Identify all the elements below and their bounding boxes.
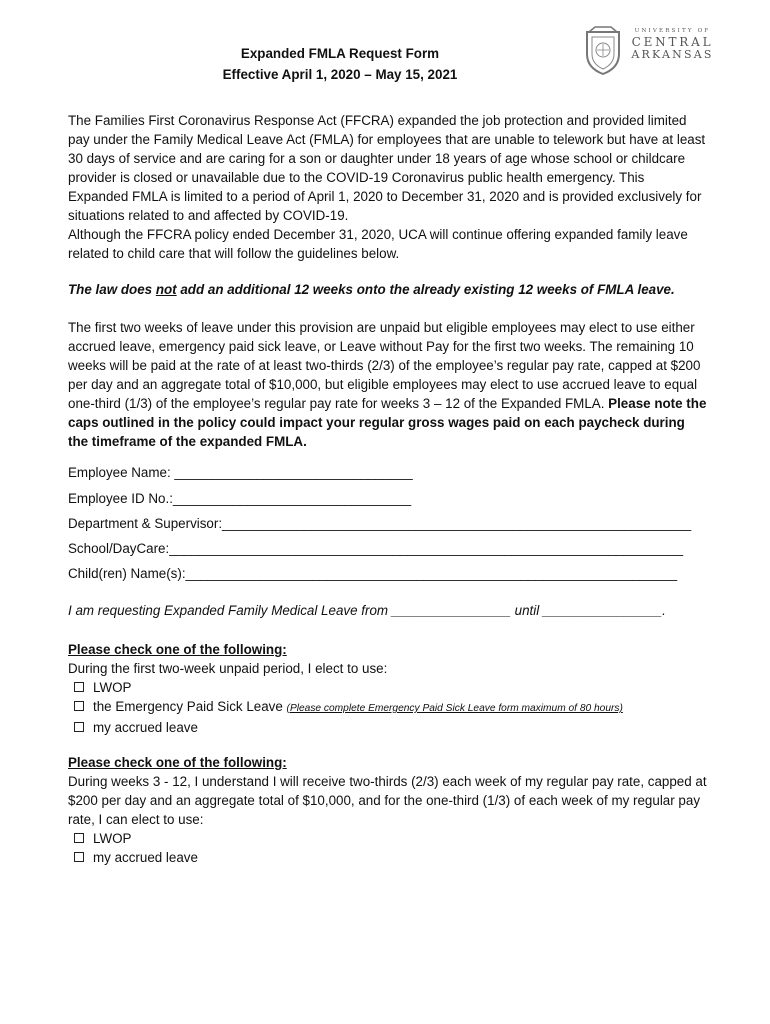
logo-wordmark <box>625 26 720 61</box>
intro-paragraph: The Families First Coronavirus Response Act (FFCRA) expanded the job protection and provided limited pay under the Family Medical Leave Act (FMLA) for employees that are unable to telework but have at least 30 days of service and are caring for a son or daughter under 18 years of age whose school or childcare provider is closed or unavailable due to the COVID-19 Coronavirus public health emergency. This Expanded FMLA is limited to a period of April 1, 2020 to December 31, 2020 and is provided exclusively for situations related to and affected by COVID-19. <box>68 113 706 223</box>
emergency-sick-leave-note: (Please complete Emergency Paid Sick Leave form maximum of 80 hours) <box>286 703 623 714</box>
option-lwop-1[interactable]: LWOP <box>68 678 708 697</box>
leave-request-dates[interactable]: I am requesting Expanded Family Medical Leave from ________________ until ________________. <box>68 603 666 618</box>
school-daycare-field[interactable]: School/DayCare:_____________________________________________________________________ <box>68 541 684 556</box>
employee-name-field[interactable]: Employee Name: ________________________________ <box>68 465 413 480</box>
logo-arkansas: ARKANSAS <box>631 48 714 61</box>
option-accrued-leave-1[interactable]: my accrued leave <box>68 718 708 737</box>
option-emergency-sick-leave[interactable]: the Emergency Paid Sick Leave (Please complete Emergency Paid Sick Leave form maximum of 80 hours) <box>68 697 708 718</box>
intro-section <box>68 111 708 263</box>
checkbox[interactable] <box>74 701 84 711</box>
checkbox[interactable] <box>74 682 84 692</box>
logo-central: CENTRAL <box>631 35 714 49</box>
university-logo <box>583 26 718 76</box>
section1-intro: During the first two-week unpaid period, I elect to use: <box>68 661 388 676</box>
option-accrued-leave-2[interactable]: my accrued leave <box>68 848 708 867</box>
university-seal-icon <box>583 26 623 76</box>
department-supervisor-field[interactable]: Department & Supervisor:_______________________________________________________________ <box>68 516 692 531</box>
children-names-field[interactable]: Child(ren) Name(s):__________________________________________________________________ <box>68 566 678 581</box>
form-title: Expanded FMLA Request Form <box>240 46 440 61</box>
section2-intro: During weeks 3 - 12, I understand I will receive two-thirds (2/3) each week of my regular pay rate, capped at $200 per day and an aggregate total of $10,000, and for the one-third (1/3) of each week of my regular pay rate, I can elect to use: <box>68 774 707 827</box>
paid-period-section <box>68 753 708 867</box>
option-lwop-2[interactable]: LWOP <box>68 829 708 848</box>
law-statement: The law does not add an additional 12 weeks onto the already existing 12 weeks of FMLA leave. <box>68 282 675 297</box>
checkbox[interactable] <box>74 833 84 843</box>
employee-id-field[interactable]: Employee ID No.:________________________________ <box>68 491 412 506</box>
unpaid-period-section <box>68 640 708 737</box>
leave-terms-text: The first two weeks of leave under this provision are unpaid but eligible employees may elect to use either accrued leave, emergency paid sick leave, or Leave without Pay for the first two weeks. The remaining 10 weeks will be paid at the rate of at least two-thirds (2/3) of the employee’s regular pay rate, capped at $200 per day and an aggregate total of $10,000, but eligible employees may elect to use accrued leave to equal one-third (1/3) of the employee’s regular pay rate for weeks 3 – 12 of the Expanded FMLA. <box>68 320 701 411</box>
checkbox[interactable] <box>74 852 84 862</box>
section2-heading: Please check one of the following: <box>68 755 287 770</box>
intro-continuation: Although the FFCRA policy ended December 31, 2020, UCA will continue offering expanded family leave related to child care that will follow the guidelines below. <box>68 227 688 261</box>
form-effective-dates: Effective April 1, 2020 – May 15, 2021 <box>222 67 458 82</box>
checkbox[interactable] <box>74 722 84 732</box>
leave-terms-paragraph <box>68 318 708 451</box>
section1-heading: Please check one of the following: <box>68 642 287 657</box>
leave-terms-note: Please note the caps outlined in the policy could impact your regular gross wages paid on each paycheck during the timeframe of the expanded FMLA. <box>68 396 707 449</box>
law-emphasis: not <box>155 282 177 297</box>
logo-university-of: UNIVERSITY OF <box>634 28 711 34</box>
